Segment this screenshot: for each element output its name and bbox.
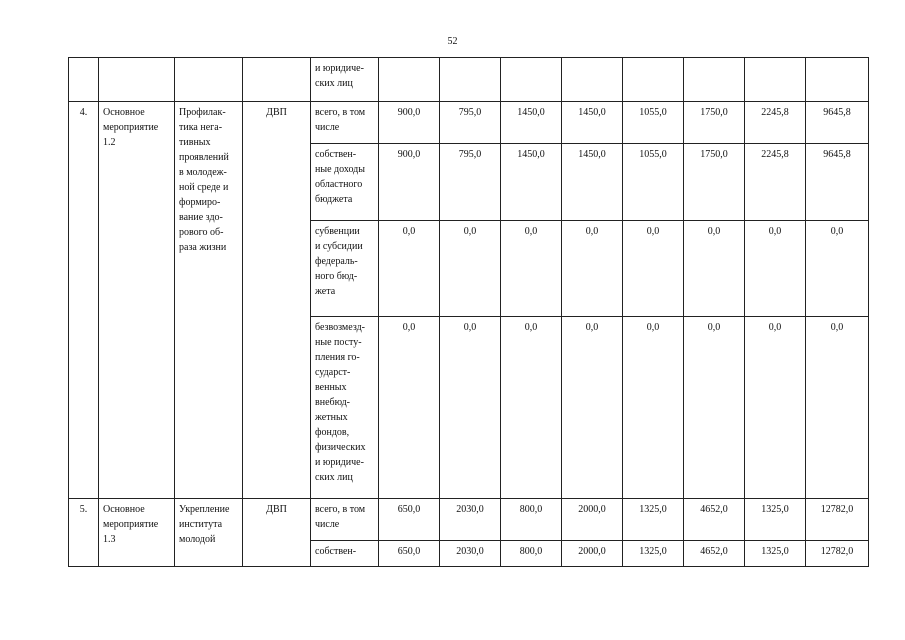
cell-value: 0,0	[623, 221, 684, 317]
cell-value: 0,0	[440, 317, 501, 499]
cell-source: собствен- ные доходы областного бюджета	[311, 144, 379, 221]
cell-value: 0,0	[806, 317, 869, 499]
cell-value: 9645,8	[806, 144, 869, 221]
cell-value: 900,0	[379, 144, 440, 221]
cell-value: 1450,0	[562, 102, 623, 144]
cell-value: 0,0	[806, 221, 869, 317]
cell-value: 800,0	[501, 541, 562, 567]
cell-source: всего, в том числе	[311, 102, 379, 144]
cell-description: Профилак- тика нега- тивных проявлений в молодеж- ной среде и формиро- вание здо- рового об- раза жизни	[175, 102, 243, 499]
cell-description: Укрепление института молодой	[175, 499, 243, 567]
cell-value: 0,0	[440, 221, 501, 317]
cell-value: 2030,0	[440, 499, 501, 541]
cell-value: 1325,0	[745, 541, 806, 567]
page-number: 52	[447, 36, 458, 47]
cell-value: 1450,0	[562, 144, 623, 221]
cell-value: 12782,0	[806, 541, 869, 567]
cell-source: безвозмезд- ные посту- пления го- сударст- венных внебюд- жетных фондов, физических и юридиче- ских лиц	[311, 317, 379, 499]
cell-value: 1450,0	[501, 102, 562, 144]
cell-value: 1325,0	[623, 541, 684, 567]
cell-value: 0,0	[501, 221, 562, 317]
cell-value	[379, 58, 440, 102]
cell-activity	[99, 58, 175, 102]
cell-value: 0,0	[562, 221, 623, 317]
cell-source: субвенции и субсидии федераль- ного бюд- жета	[311, 221, 379, 317]
cell-value: 2000,0	[562, 541, 623, 567]
cell-value	[562, 58, 623, 102]
cell-value: 0,0	[745, 317, 806, 499]
cell-value: 1325,0	[623, 499, 684, 541]
cell-value	[745, 58, 806, 102]
cell-activity: Основное мероприятие 1.3	[99, 499, 175, 567]
cell-value: 4652,0	[684, 499, 745, 541]
cell-value: 0,0	[379, 317, 440, 499]
cell-value: 1750,0	[684, 102, 745, 144]
cell-number	[69, 58, 99, 102]
cell-value: 1055,0	[623, 144, 684, 221]
cell-value	[806, 58, 869, 102]
cell-number: 5.	[69, 499, 99, 567]
cell-value: 0,0	[379, 221, 440, 317]
cell-value	[440, 58, 501, 102]
cell-activity: Основное мероприятие 1.2	[99, 102, 175, 499]
cell-value: 2030,0	[440, 541, 501, 567]
cell-value: 0,0	[562, 317, 623, 499]
cell-value: 2000,0	[562, 499, 623, 541]
budget-table	[68, 57, 869, 567]
table-row	[69, 499, 869, 541]
cell-value: 0,0	[684, 317, 745, 499]
cell-value: 9645,8	[806, 102, 869, 144]
cell-value: 1325,0	[745, 499, 806, 541]
cell-value: 2245,8	[745, 144, 806, 221]
cell-value: 4652,0	[684, 541, 745, 567]
cell-executor	[243, 58, 311, 102]
cell-value: 0,0	[501, 317, 562, 499]
cell-value: 0,0	[745, 221, 806, 317]
cell-value: 0,0	[623, 317, 684, 499]
cell-value: 1750,0	[684, 144, 745, 221]
cell-source: и юридиче- ских лиц	[311, 58, 379, 102]
cell-source: всего, в том числе	[311, 499, 379, 541]
table-row	[69, 58, 869, 102]
cell-value: 795,0	[440, 144, 501, 221]
cell-value: 800,0	[501, 499, 562, 541]
cell-value	[623, 58, 684, 102]
cell-value: 900,0	[379, 102, 440, 144]
cell-source: собствен-	[311, 541, 379, 567]
cell-value	[501, 58, 562, 102]
cell-value: 2245,8	[745, 102, 806, 144]
cell-executor: ДВП	[243, 102, 311, 499]
cell-number: 4.	[69, 102, 99, 499]
table-row	[69, 102, 869, 144]
cell-value: 650,0	[379, 541, 440, 567]
cell-value: 650,0	[379, 499, 440, 541]
cell-executor: ДВП	[243, 499, 311, 567]
cell-value: 12782,0	[806, 499, 869, 541]
cell-value: 1450,0	[501, 144, 562, 221]
cell-value	[684, 58, 745, 102]
cell-value: 1055,0	[623, 102, 684, 144]
cell-value: 795,0	[440, 102, 501, 144]
cell-description	[175, 58, 243, 102]
cell-value: 0,0	[684, 221, 745, 317]
